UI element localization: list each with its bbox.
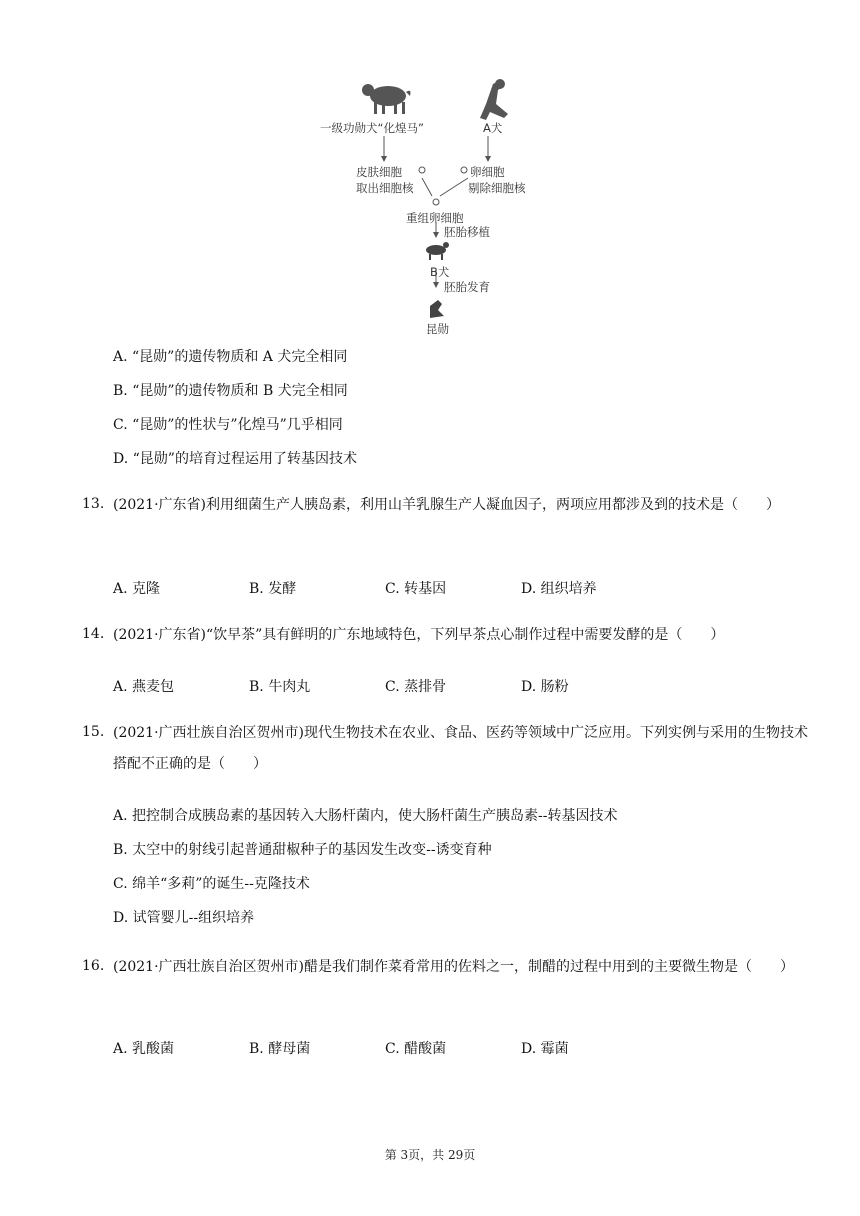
q16-option-a: A. 乳酸菌 xyxy=(113,1041,175,1057)
q12-option-d: D. “昆勋”的培育过程运用了转基因技术 xyxy=(113,451,357,467)
q12-option-b: B. “昆勋”的遗传物质和 B 犬完全相同 xyxy=(113,383,348,399)
question-stem: (2021·广西壮族自治区贺州市)醋是我们制作菜肴常用的佐料之一，制醋的过程中用到的主要微生物是（ ） xyxy=(113,959,795,975)
q13-option-b: B. 发酵 xyxy=(249,581,297,597)
label-remove-nucleus: 剔除细胞核 xyxy=(468,181,526,195)
q14-option-c: C. 蒸排骨 xyxy=(385,679,447,695)
q12-option-a: A. “昆勋”的遗传物质和 A 犬完全相同 xyxy=(113,349,348,365)
q13-option-d: D. 组织培养 xyxy=(521,581,597,597)
label-egg-cell: 卵细胞 xyxy=(470,165,505,179)
q15-option-a: A. 把控制合成胰岛素的基因转入大肠杆菌内，使大肠杆菌生产胰岛素--转基因技术 xyxy=(113,808,618,824)
label-embryo-development: 胚胎发育 xyxy=(444,280,490,294)
question-number: 14. xyxy=(82,626,105,642)
question-number: 16. xyxy=(82,958,105,974)
q14-option-a: A. 燕麦包 xyxy=(113,679,175,695)
label-skin-cell: 皮肤细胞 xyxy=(356,165,402,179)
question-stem: (2021·广东省)利用细菌生产人胰岛素，利用山羊乳腺生产人凝血因子，两项应用都涉及到的技术是（ ） xyxy=(113,497,781,513)
cloning-diagram xyxy=(318,74,538,340)
dog-a-image xyxy=(480,79,508,120)
label-a-dog: A犬 xyxy=(483,121,503,135)
cloning-diagram-graphic xyxy=(318,74,538,340)
q14-option-b: B. 牛肉丸 xyxy=(249,679,311,695)
label-embryo-transfer: 胚胎移植 xyxy=(444,225,490,239)
label-recombinant-egg: 重组卵细胞 xyxy=(406,211,464,225)
q15-option-d: D. 试管婴儿--组织培养 xyxy=(113,910,255,926)
dog-huahuangma-image xyxy=(362,84,411,114)
q16-option-c: C. 醋酸菌 xyxy=(385,1041,447,1057)
question-stem: (2021·广西壮族自治区贺州市)现代生物技术在农业、食品、医药等领域中广泛应用。下列实例与采用的生物技术搭配不正确的是（ ） xyxy=(113,725,809,772)
q13-option-c: C. 转基因 xyxy=(385,581,447,597)
q15-option-b: B. 太空中的射线引起普通甜椒种子的基因发生改变--诱变育种 xyxy=(113,842,492,858)
q16-option-b: B. 酵母菌 xyxy=(249,1041,311,1057)
question-number: 13. xyxy=(82,496,105,512)
label-huahuangma: 一级功勋犬“化煌马” xyxy=(320,121,424,135)
dog-kunxun-image xyxy=(430,300,444,318)
q12-option-c: C. “昆勋”的性状与”化煌马”几乎相同 xyxy=(113,417,343,433)
question-number: 15. xyxy=(82,724,105,740)
q16-option-d: D. 霉菌 xyxy=(521,1041,569,1057)
dog-b-image xyxy=(426,242,449,260)
label-b-dog: B犬 xyxy=(430,265,450,279)
question-stem: (2021·广东省)“饮早茶”具有鲜明的广东地域特色，下列早茶点心制作过程中需要发酵的是（ ） xyxy=(113,627,725,643)
label-kunxun: 昆勋 xyxy=(426,322,449,336)
q13-option-a: A. 克隆 xyxy=(113,581,161,597)
page-footer: 第 3页，共 29页 xyxy=(384,1148,476,1162)
label-take-nucleus: 取出细胞核 xyxy=(356,181,414,195)
q15-option-c: C. 绵羊“多莉”的诞生--克隆技术 xyxy=(113,876,310,892)
q14-option-d: D. 肠粉 xyxy=(521,679,569,695)
